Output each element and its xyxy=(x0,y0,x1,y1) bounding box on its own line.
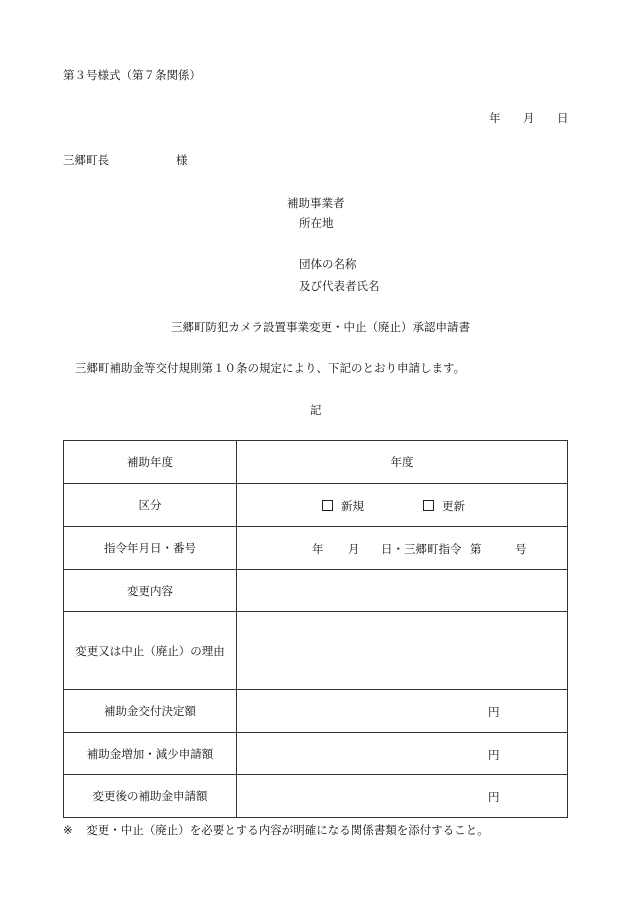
fiscal-year-value[interactable]: 年度 xyxy=(237,441,568,484)
row-label: 変更又は中止（廃止）の理由 xyxy=(64,612,237,690)
table-row xyxy=(64,775,568,818)
option-renewal[interactable] xyxy=(423,498,465,514)
order-day-label: 日・三郷町指令 xyxy=(381,542,462,556)
footnote-mark: ※ xyxy=(63,823,73,837)
increase-decrease-field[interactable] xyxy=(237,733,568,775)
document-body: 三郷町補助金等交付規則第１０条の規定により、下記のとおり申請します。 xyxy=(75,361,466,375)
footnote-text: 変更・中止（廃止）を必要とする内容が明確になる関係書類を添付すること。 xyxy=(86,823,489,837)
applicant-title: 補助事業者 xyxy=(287,196,345,210)
table-row xyxy=(64,690,568,733)
row-label: 補助年度 xyxy=(64,441,237,484)
application-table xyxy=(63,440,568,818)
checkbox-icon[interactable] xyxy=(423,500,434,511)
revised-amount-field[interactable] xyxy=(237,775,568,818)
option-new[interactable] xyxy=(322,498,364,514)
form-number: 第３号様式（第７条関係） xyxy=(63,68,201,82)
ki-heading: 記 xyxy=(310,403,322,417)
row-label: 補助金増加・減少申請額 xyxy=(64,733,237,775)
table-row xyxy=(64,527,568,570)
addressee-honorific: 様 xyxy=(176,153,188,167)
row-label: 変更後の補助金申請額 xyxy=(64,775,237,818)
category-options xyxy=(237,484,568,527)
document-title: 三郷町防犯カメラ設置事業変更・中止（廃止）承認申請書 xyxy=(171,320,470,334)
table-row xyxy=(64,484,568,527)
row-label: 指令年月日・番号 xyxy=(64,527,237,570)
address-label: 所在地 xyxy=(299,216,334,230)
yen-unit: 円 xyxy=(488,790,500,804)
row-label: 区分 xyxy=(64,484,237,527)
addressee: 三郷町長 xyxy=(63,153,109,167)
table-row xyxy=(64,733,568,775)
option-renewal-label: 更新 xyxy=(442,499,465,513)
date-year: 年 xyxy=(489,111,501,125)
yen-unit: 円 xyxy=(488,705,500,719)
change-content-field[interactable] xyxy=(237,570,568,612)
representative-label: 及び代表者氏名 xyxy=(299,279,380,293)
row-label: 補助金交付決定額 xyxy=(64,690,237,733)
checkbox-icon[interactable] xyxy=(322,500,333,511)
table-row xyxy=(64,441,568,484)
org-name-label: 団体の名称 xyxy=(299,257,357,271)
yen-unit: 円 xyxy=(488,748,500,762)
table-row xyxy=(64,570,568,612)
order-dai: 第 xyxy=(470,542,482,556)
date-day: 日 xyxy=(557,111,569,125)
order-year: 年 xyxy=(312,542,324,556)
date-month: 月 xyxy=(523,111,535,125)
decided-amount-field[interactable] xyxy=(237,690,568,733)
row-label: 変更内容 xyxy=(64,570,237,612)
change-reason-field[interactable] xyxy=(237,612,568,690)
order-month: 月 xyxy=(348,542,360,556)
order-go: 号 xyxy=(515,542,527,556)
option-new-label: 新規 xyxy=(341,499,364,513)
footnote xyxy=(63,822,489,838)
table-row xyxy=(64,612,568,690)
order-date-number[interactable] xyxy=(237,527,568,570)
